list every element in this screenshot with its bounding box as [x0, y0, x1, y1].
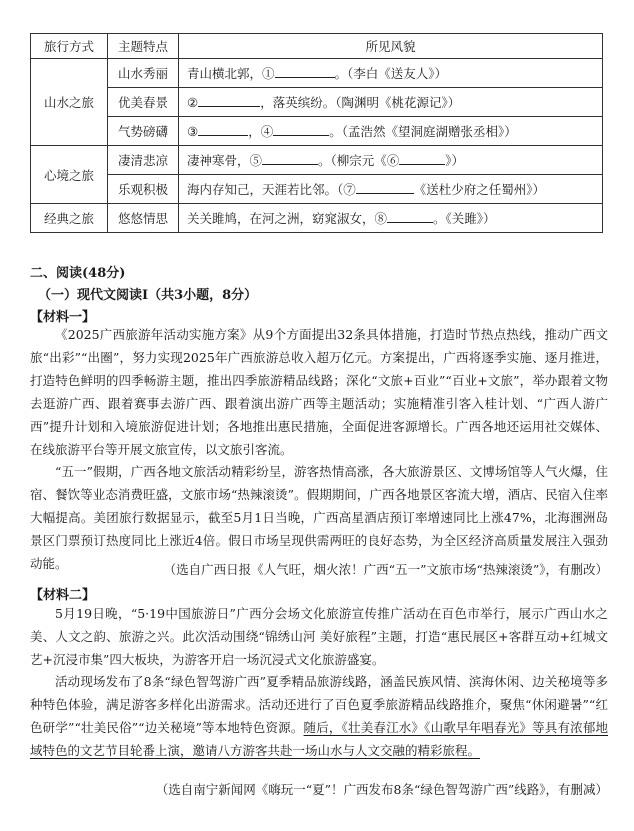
theme-cell: 乐观积极 [108, 175, 179, 204]
theme-cell: 优美春景 [108, 88, 179, 117]
answer-blank-6[interactable] [399, 152, 445, 165]
header-scenery: 所见风貌 [179, 34, 603, 59]
material-2-paragraph-1: 5月19日晚，“5·19中国旅游日”广西分会场文化旅游宣传推广活动在百色市举行，展示广西山水之美、人文之韵、旅游之兴。此次活动围绕“锦绣山河 美好旅程”主题，打造“惠民展区+客群互动+红城文艺+沉浸市集”四大板块，为游客开启一场沉浸式文化旅游盛宴。 [30, 606, 608, 667]
material-2-source: （选自南宁新闻网《嗨玩一“夏”！广西发布8条“绿色智驾游广西”线路》，有删减） [155, 782, 608, 797]
header-theme: 主题特点 [108, 34, 179, 59]
table-row [31, 59, 603, 88]
underlined-sentence: 随后，《壮美春江水》《山歌早年唱春光》等具有浓郁地域特色的文艺节目轮番上演，邀请八方游客共赴一场山水与人文交融的精彩旅程。 [30, 720, 608, 758]
answer-blank-5[interactable] [262, 152, 318, 165]
theme-cell: 气势磅礴 [108, 117, 179, 146]
material-1-paragraph-1: 《2025广西旅游年活动实施方案》从9个方面提出32条具体措施，打造时节热点热线，推动广西文旅“出彩”“出圈”，努力实现2025年广西旅游总收入超万亿元。方案提出，广西将逐季实施、逐月推进，打造特色鲜明的四季畅游主题，推出四季旅游精品线路；深化“文旅+百业”“百业+文旅”，举办跟着文物去逛游广西、跟着赛事去游广西、跟着演出游广西等主题活动；实施精准引客入桂计划、“广西人游广西”提升计划和入境旅游促进计划；各地推出惠民措施，全面促进客源增长。广西各地还运用社交媒体、在线旅游平台等开展文旅宣传，以文旅引客流。 [30, 327, 608, 457]
table-row [31, 175, 603, 204]
table-row [31, 204, 603, 233]
table-header-row [31, 34, 603, 59]
group-name: 经典之旅 [31, 204, 108, 233]
theme-cell: 山水秀丽 [108, 59, 179, 88]
theme-cell: 凄清悲凉 [108, 146, 179, 175]
theme-cell: 悠悠情思 [108, 204, 179, 233]
scenery-cell: 青山横北郭，① 。（李白《送友人》） [179, 59, 603, 88]
scenery-cell: 关关雎鸠，在河之洲，窈窕淑女，⑧ 。《关雎》） [179, 204, 603, 233]
table-row [31, 88, 603, 117]
material-2-title: 【材料二】 [30, 588, 96, 603]
answer-blank-1[interactable] [275, 65, 335, 78]
scenery-cell: ② ，落英缤纷。（陶渊明《桃花源记》） [179, 88, 603, 117]
fill-in-table [30, 33, 603, 233]
answer-blank-2[interactable] [198, 94, 260, 107]
header-travel-mode: 旅行方式 [31, 34, 108, 59]
scenery-cell: 凄神寒骨，⑤ 。（柳宗元《⑥ 》） [179, 146, 603, 175]
material-1-source: （选自广西日报《人气旺，烟火浓！广西“五一”文旅市场“热辣滚烫”》，有删改） [163, 562, 608, 577]
table-row [31, 146, 603, 175]
material-2-paragraph-2: 活动现场发布了8条“绿色智驾游广西”夏季精品旅游线路，涵盖民族风情、滨海休闲、边关秘境等多种特色体验，满足游客多样化出游需求。活动还进行了百色夏季旅游精品线路推介，聚焦“休闲避暑”“红色研学”“壮美民俗”“边关秘境”等本地特色资源。随后，《壮美春江水》《山歌早年唱春光》等具有浓郁地域特色的文艺节目轮番上演，邀请八方游客共赴一场山水与人文交融的精彩旅程。 [30, 674, 608, 758]
answer-blank-7[interactable] [356, 181, 414, 194]
answer-blank-8[interactable] [387, 210, 433, 223]
scenery-cell: 海内存知己，天涯若比邻。（⑦ 《送杜少府之任蜀州》） [179, 175, 603, 204]
answer-blank-4[interactable] [273, 123, 329, 136]
group-name: 心境之旅 [31, 146, 108, 204]
scenery-cell: ③ ，④ 。（孟浩然《望洞庭湖赠张丞相》） [179, 117, 603, 146]
table-row [31, 117, 603, 146]
answer-blank-3[interactable] [198, 123, 248, 136]
subsection-heading: （一）现代文阅读Ⅰ（共3小题，8分） [38, 288, 258, 303]
section-heading: 二、阅读(48分) [30, 266, 126, 281]
group-name: 山水之旅 [31, 59, 108, 146]
material-1-paragraph-2: “五一”假期，广西各地文旅活动精彩纷呈，游客热情高涨，各大旅游景区、文博场馆等人气火爆，住宿、餐饮等业态消费旺盛，文旅市场“热辣滚烫”。假期期间，广西各地景区客流大增，酒店、民宿入住率大幅提高。美团旅行数据显示，截至5月1日当晚，广西高星酒店预订率增速同比上涨47%，北海涠洲岛景区门票预订热度同比上涨近4倍。假日市场呈现供需两旺的良好态势，为全区经济高质量发展注入强劲动能。 [30, 464, 608, 571]
material-1-title: 【材料一】 [30, 310, 96, 325]
